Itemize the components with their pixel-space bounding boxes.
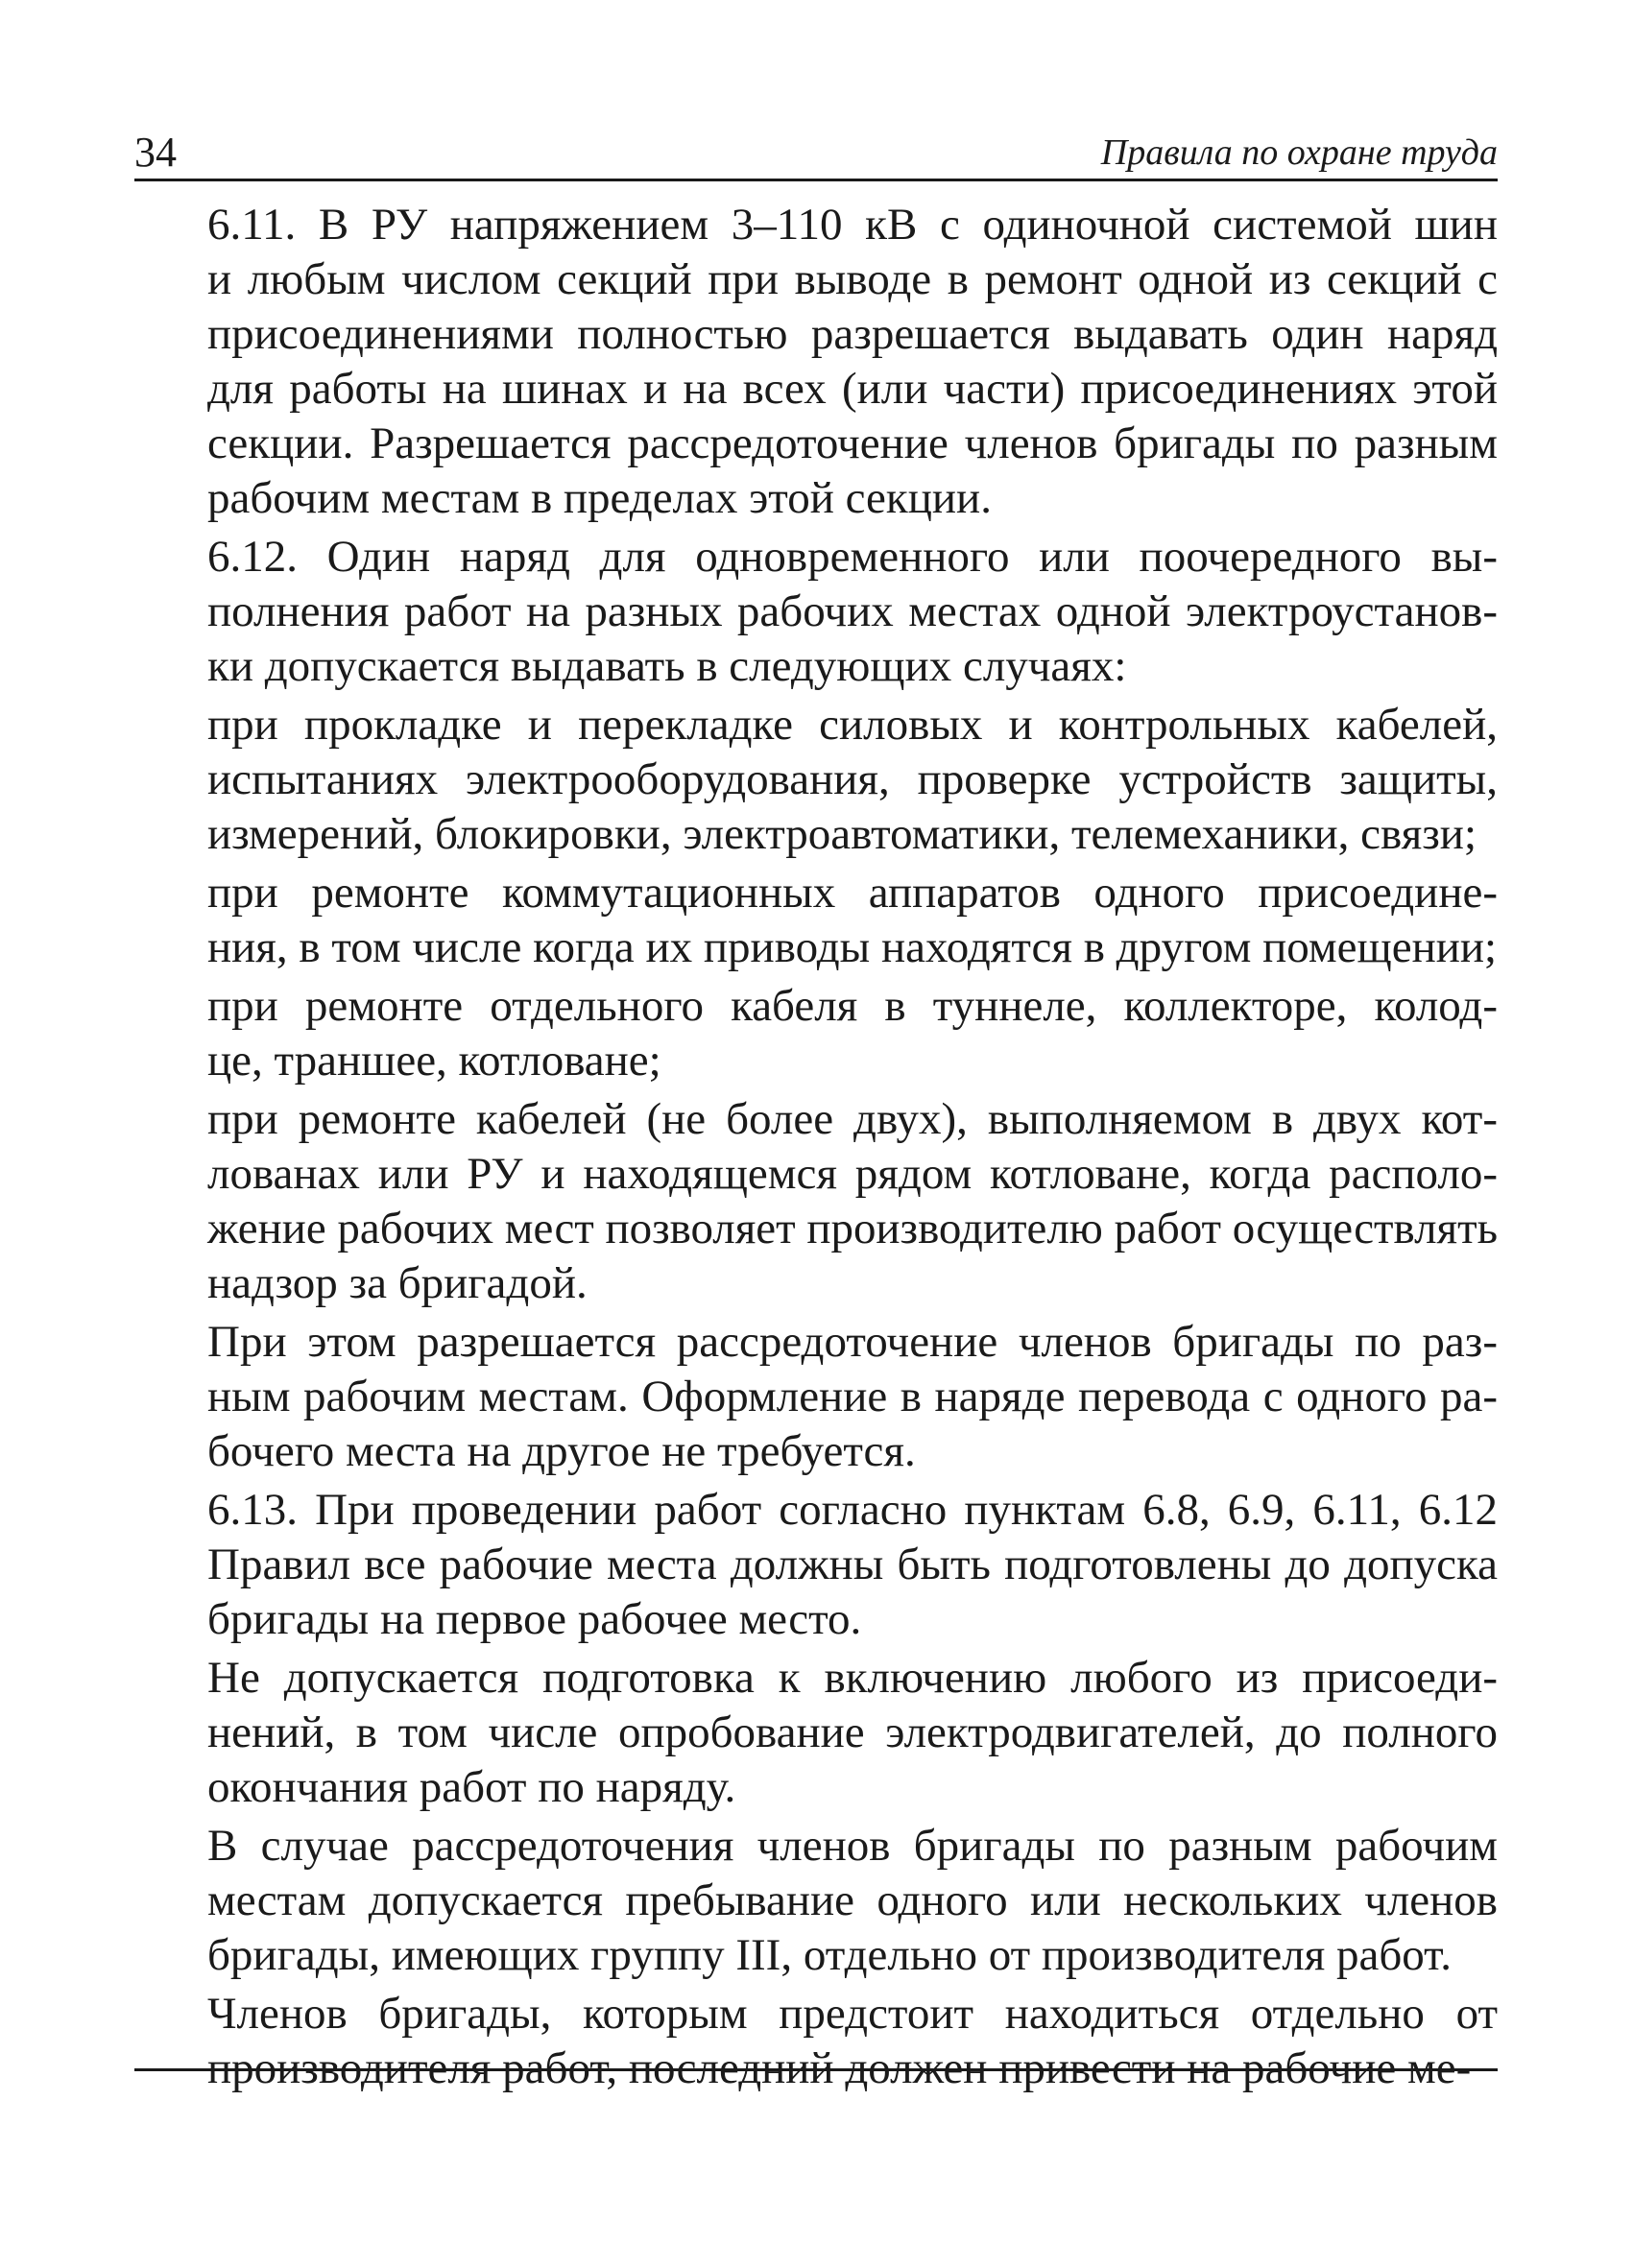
text-line: местам допускается пребывание одного или нескольких членов (207, 1875, 1498, 1925)
text-line: надзор за бригадой. (207, 1258, 588, 1308)
text-line: окончания работ по наряду. (207, 1762, 736, 1812)
text-line: для работы на шинах и на всех (или части) присоединениях этой (207, 364, 1498, 414)
text-line: при прокладке и перекладке силовых и контрольных кабелей, (207, 700, 1498, 750)
paragraph (134, 979, 1498, 1088)
text-line: жение рабочих мест позволяет производителю работ осуществлять (207, 1204, 1498, 1253)
text-line: и любым числом секций при выводе в ремонт одной из секций с (207, 254, 1498, 304)
text-line: испытаниях электрооборудования, проверке устройств защиты, (207, 754, 1498, 804)
text-line: 6.11. В РУ напряжением 3–110 кВ с одиночной системой шин (207, 200, 1498, 250)
text-line: це, траншее, котловане; (207, 1036, 661, 1086)
text-line: при ремонте коммутационных аппаратов одного присоедине- (207, 868, 1498, 918)
text-line: ки допускается выдавать в следующих случаях: (207, 641, 1127, 691)
footer-rule (134, 2068, 1498, 2071)
text-line: бригады на первое рабочее место. (207, 1594, 862, 1644)
text-line: нений, в том числе опробование электродвигателей, до полного (207, 1707, 1498, 1757)
text-line: ния, в том числе когда их приводы находятся в другом помещении; (207, 922, 1498, 972)
text-line: Правил все рабочие места должны быть подготовлены до допуска (207, 1540, 1498, 1589)
paragraph (134, 1315, 1498, 1479)
paragraph (134, 698, 1498, 862)
paragraph (134, 1819, 1498, 1983)
text-line: Не допускается подготовка к включению любого из присоеди- (207, 1653, 1498, 1703)
text-line: присоединениями полностью разрешается выдавать один наряд (207, 309, 1498, 359)
text-line: рабочим местам в пределах этой секции. (207, 473, 992, 523)
text-line: при ремонте кабелей (не более двух), выполняемом в двух кот- (207, 1094, 1498, 1144)
text-line: секции. Разрешается рассредоточение членов бригады по разным (207, 418, 1498, 468)
paragraph (134, 1651, 1498, 1815)
text-line: измерений, блокировки, электроавтоматики, телемеханики, связи; (207, 809, 1477, 859)
text-line: ным рабочим местам. Оформление в наряде перевода с одного ра- (207, 1372, 1498, 1421)
running-header (134, 123, 1498, 181)
text-line: при ремонте отдельного кабеля в туннеле, коллекторе, колод- (207, 981, 1498, 1031)
paragraph (134, 1483, 1498, 1647)
text-line: полнения работ на разных рабочих местах одной электроустанов- (207, 586, 1498, 636)
text-line: бригады, имеющих группу III, отдельно от производителя работ. (207, 1930, 1452, 1980)
paragraph (134, 866, 1498, 975)
running-title: Правила по охране труда (1100, 132, 1498, 173)
text-line: 6.13. При проведении работ согласно пунктам 6.8, 6.9, 6.11, 6.12 (207, 1485, 1498, 1535)
paragraph (134, 1987, 1498, 2096)
text-line: лованах или РУ и находящемся рядом котловане, когда располо- (207, 1149, 1498, 1199)
text-line: В случае рассредоточения членов бригады по разным рабочим (207, 1821, 1498, 1871)
text-line: бочего места на другое не требуется. (207, 1426, 916, 1476)
text-line: производителя работ, последний должен привести на рабочие ме- (207, 2043, 1472, 2093)
paragraph (134, 1092, 1498, 1311)
text-line: Членов бригады, которым предстоит находиться отдельно от (207, 1989, 1498, 2039)
text-line: 6.12. Один наряд для одновременного или поочередного вы- (207, 532, 1498, 582)
paragraph (134, 198, 1498, 526)
text-line: При этом разрешается рассредоточение членов бригады по раз- (207, 1317, 1498, 1367)
body-text (134, 198, 1498, 2096)
paragraph (134, 530, 1498, 694)
page-number: 34 (134, 129, 177, 176)
